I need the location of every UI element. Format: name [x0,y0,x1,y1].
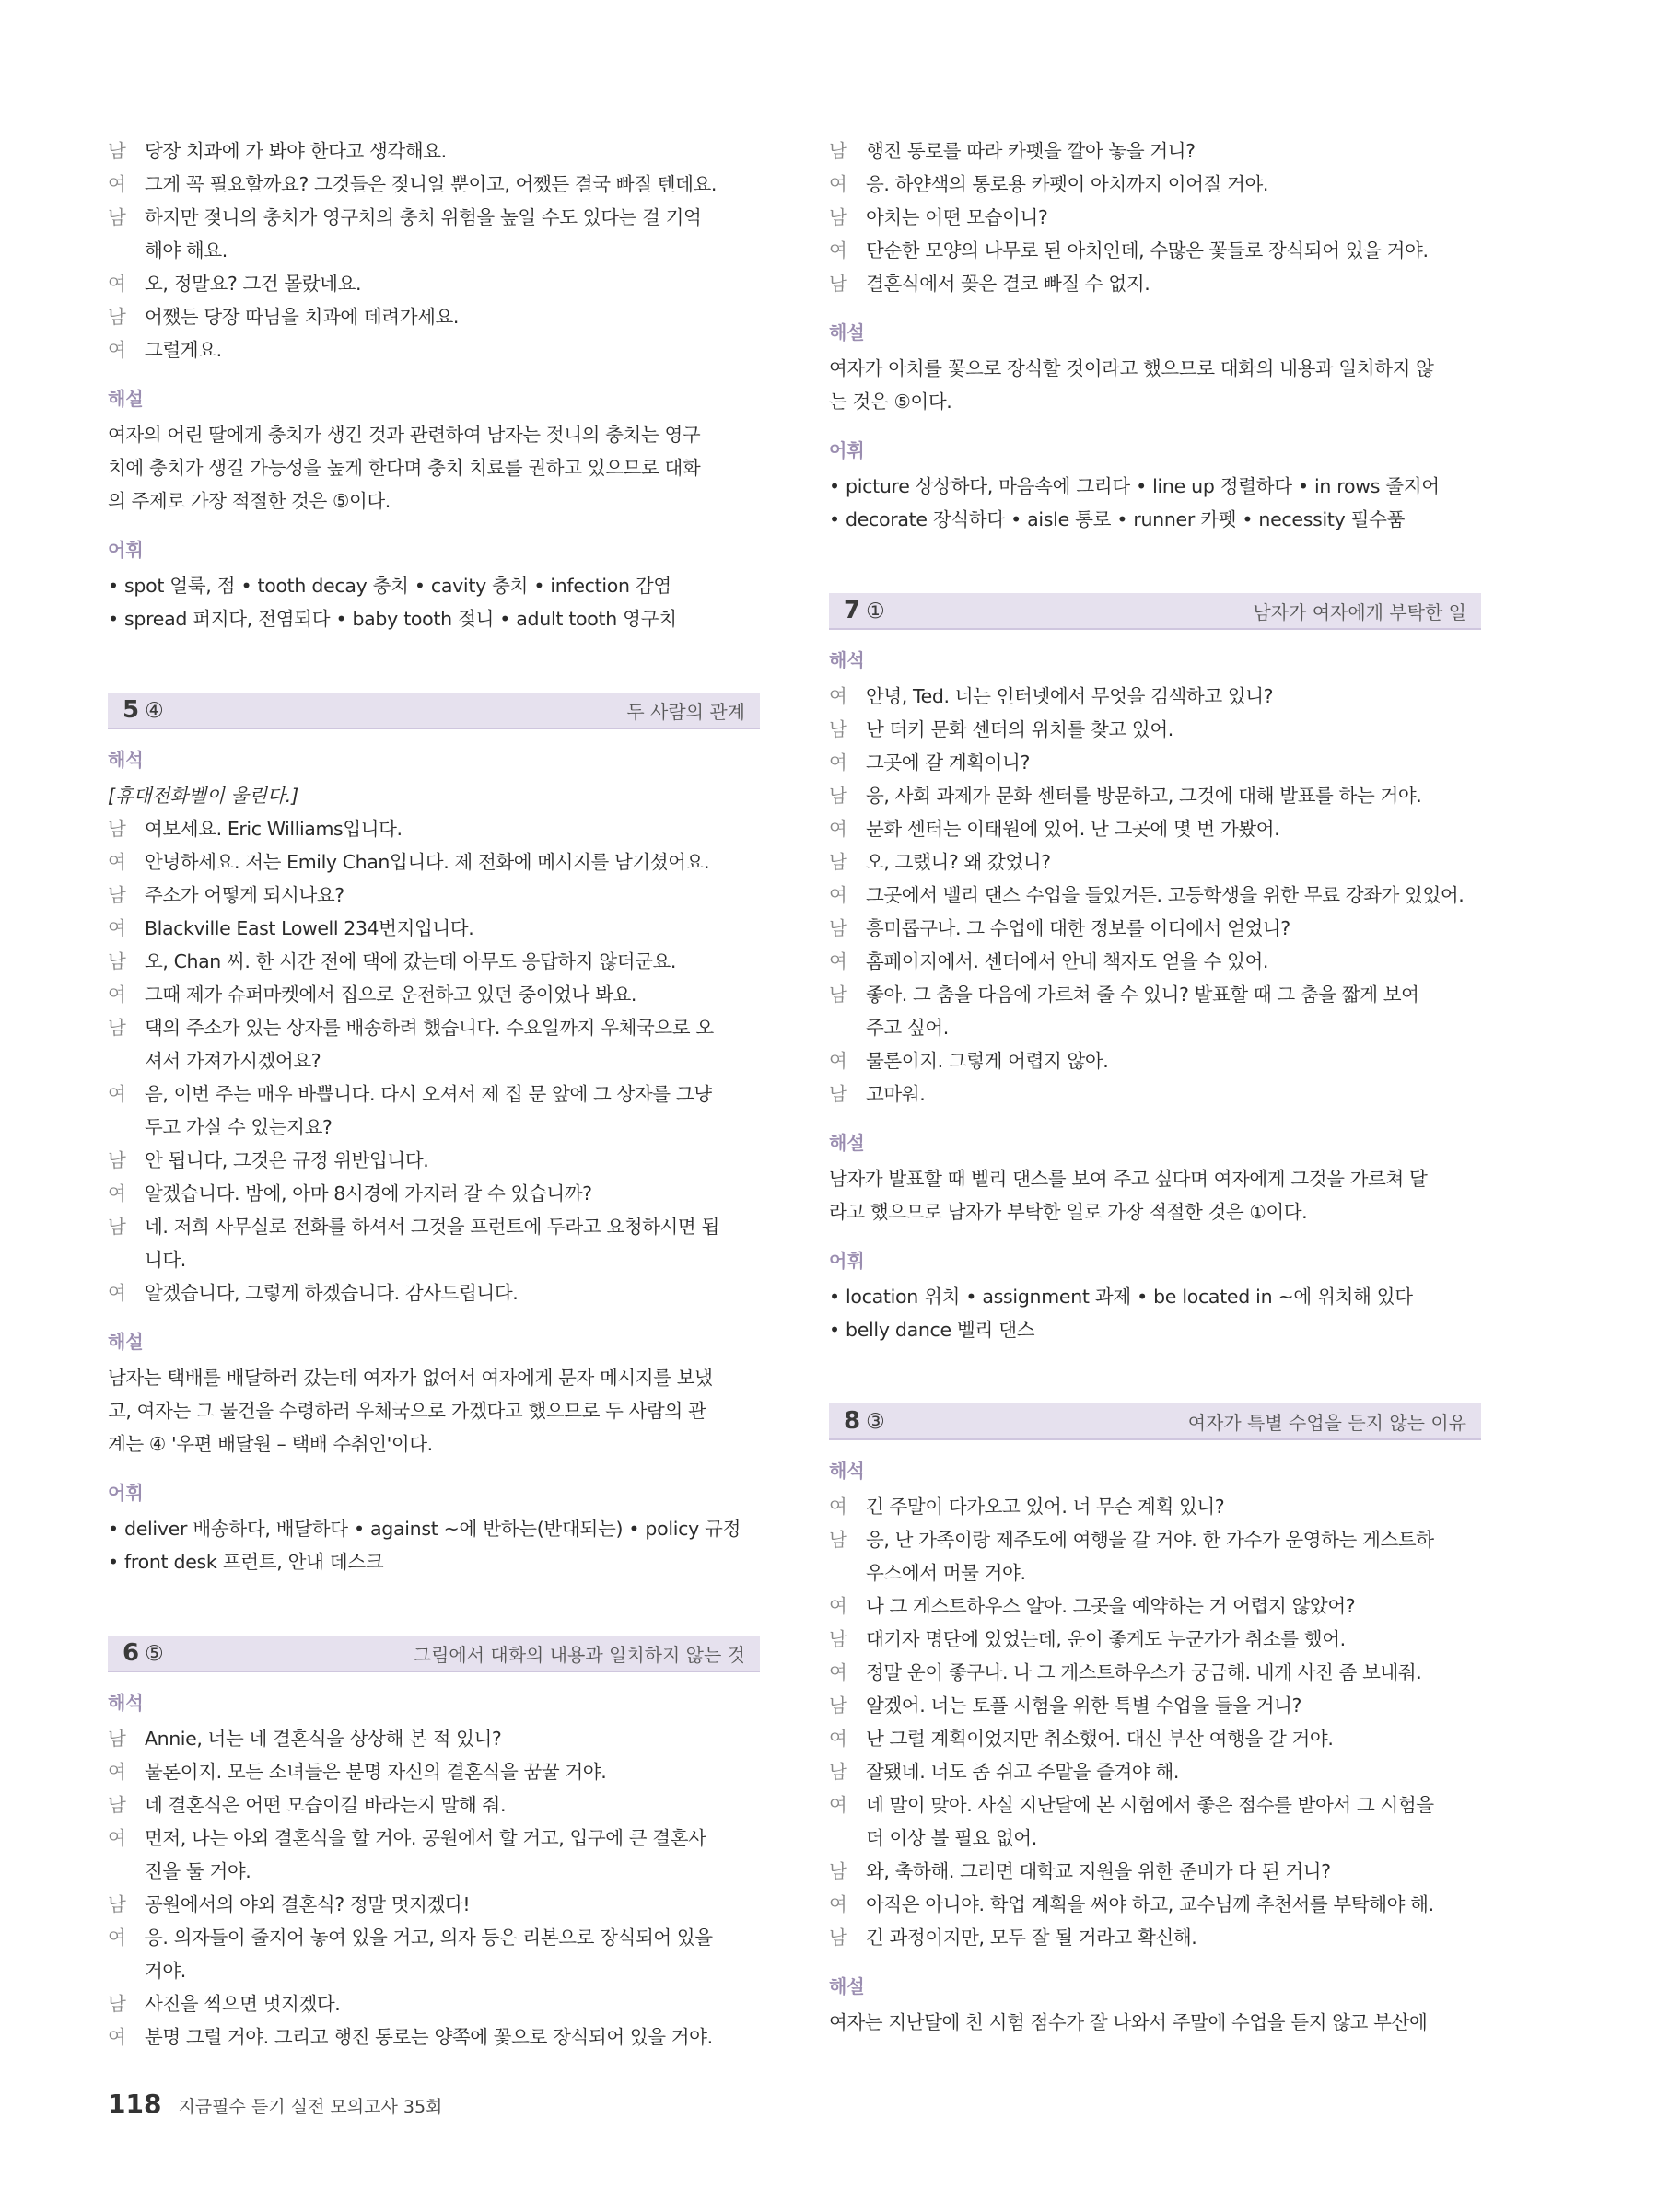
speaker-label: 여 [829,1661,847,1683]
vocab-line: • spread 퍼지다, 전염되다 • baby tooth 젖니 • adult tooth 영구치 [108,608,677,630]
dialogue-line [108,2020,760,2054]
speaker-label: 남 [829,917,847,939]
dialogue-text: 네. 저희 사무실로 전화를 하셔서 그것을 프런트에 두라고 요청하시면 됩 니다. [145,1216,719,1271]
page-number: 118 [108,2089,162,2119]
speaker-label: 남 [829,206,847,228]
question-topic: 두 사람의 관계 [626,700,745,723]
question-header-5 [108,693,760,729]
dialogue-text: 어쨌든 당장 따님을 치과에 데려가세요. [145,306,460,328]
dialogue-block [829,1490,1481,1954]
dialogue-line [108,267,760,300]
translation-label: 해석 [829,1460,865,1482]
speaker-label: 여 [108,851,126,873]
dialogue-line [829,1855,1481,1888]
speaker-label: 남 [108,1149,126,1171]
dialogue-line [108,134,760,168]
dialogue-line [829,746,1481,779]
right-column [829,134,1481,2039]
speaker-label: 남 [108,206,126,228]
speaker-label: 여 [829,1050,847,1072]
vocab-line: • front desk 프런트, 안내 데스크 [108,1551,384,1573]
dialogue-text: 고마워. [866,1083,926,1105]
speaker-label: 여 [829,173,847,195]
speaker-label: 여 [829,818,847,840]
dialogue-text: 공원에서의 야외 결혼식? 정말 멋지겠다! [145,1893,471,1915]
dialogue-text: 먼저, 나는 야외 결혼식을 할 거야. 공원에서 할 거고, 입구에 큰 결혼사 진을 둘 거야. [145,1827,706,1882]
dialogue-text: 그게 꼭 필요할까요? 그것들은 젖니일 뿐이고, 어쨌든 결국 빠질 텐데요. [145,173,718,195]
speaker-label: 남 [108,140,126,162]
dialogue-text: 응. 하얀색의 통로용 카펫이 아치까지 이어질 거야. [866,173,1268,195]
speaker-label: 남 [829,140,847,162]
dialogue-line [829,713,1481,746]
speaker-label: 여 [108,1827,126,1849]
dialogue-text: 하지만 젖니의 충치가 영구치의 충치 위험을 높일 수도 있다는 걸 기억 해야 해요. [145,206,702,262]
dialogue-block [108,812,760,1310]
dialogue-line [829,1921,1481,1954]
dialogue-text: 분명 그럴 거야. 그리고 행진 통로는 양쪽에 꽃으로 장식되어 있을 거야. [145,2026,713,2048]
dialogue-text: 결혼식에서 꽃은 결코 빠질 수 없지. [866,273,1150,295]
speaker-label: 여 [829,239,847,262]
speaker-label: 남 [829,851,847,873]
dialogue-line [108,812,760,845]
dialogue-text: 긴 과정이지만, 모두 잘 될 거라고 확신해. [866,1927,1197,1949]
question-number: 8 ③ [844,1407,885,1435]
speaker-label: 남 [829,273,847,295]
dialogue-line [829,1490,1481,1523]
dialogue-text: 행진 통로를 따라 카펫을 깔아 놓을 거니? [866,140,1196,162]
dialogue-line [829,201,1481,234]
dialogue-line [829,168,1481,201]
vocab-line: • spot 얼룩, 점 • tooth decay 충치 • cavity 충치 • infection 감염 [108,575,671,597]
dialogue-block [108,1722,760,2054]
question-topic: 여자가 특별 수업을 듣지 않는 이유 [1187,1411,1466,1434]
vocab-label: 어휘 [108,539,144,561]
speaker-label: 남 [108,1728,126,1750]
dialogue-text: 아직은 아니야. 학업 계획을 써야 하고, 교수님께 추천서를 부탁해야 해. [866,1893,1434,1915]
dialogue-text: 그럴게요. [145,339,222,361]
question-number: 5 ④ [123,696,164,724]
dialogue-text: 그곳에서 벨리 댄스 수업을 들었거든. 고등학생을 위한 무료 강좌가 있었어. [866,884,1465,906]
speaker-label: 여 [829,884,847,906]
dialogue-line [829,912,1481,945]
dialogue-line [108,1144,760,1177]
speaker-label: 여 [108,1182,126,1205]
explanation-text [829,352,1481,418]
speaker-label: 남 [108,884,126,906]
explanation-label: 해설 [108,388,144,410]
dialogue-text: 응, 난 가족이랑 제주도에 여행을 갈 거야. 한 가수가 운영하는 게스트하 우스에서 머물 거야. [866,1529,1434,1584]
speaker-label: 여 [108,1761,126,1783]
dialogue-line [829,1755,1481,1788]
dialogue-text: 알겠습니다. 밤에, 아마 8시경에 가지러 갈 수 있습니까? [145,1182,592,1205]
speaker-label: 남 [108,1017,126,1039]
dialogue-text: 응, 사회 과제가 문화 센터를 방문하고, 그것에 대해 발표를 하는 거야. [866,785,1422,807]
dialogue-line [108,978,760,1011]
dialogue-line [108,300,760,333]
speaker-label: 남 [829,1529,847,1551]
dialogue-line [829,1623,1481,1656]
speaker-label: 남 [108,950,126,972]
dialogue-text: 홈페이지에서. 센터에서 안내 책자도 얻을 수 있어. [866,950,1268,972]
translation-label: 해석 [108,1692,144,1714]
dialogue-block [829,680,1481,1111]
dialogue-text: 난 그럴 계획이었지만 취소했어. 대신 부산 여행을 갈 거야. [866,1728,1334,1750]
question-topic: 그림에서 대화의 내용과 일치하지 않는 것 [413,1643,745,1666]
question-header-6 [108,1636,760,1672]
dialogue-line [108,912,760,945]
dialogue-line [829,1589,1481,1623]
explanation-label: 해설 [829,1132,865,1154]
translation-label: 해석 [108,749,144,771]
dialogue-text: 흥미롭구나. 그 수업에 대한 정보를 어디에서 얻었니? [866,917,1290,939]
speaker-label: 남 [108,1893,126,1915]
explanation-text [829,1162,1481,1228]
dialogue-text: 아치는 어떤 모습이니? [866,206,1048,228]
dialogue-text: 긴 주말이 다가오고 있어. 너 무슨 계획 있니? [866,1496,1225,1518]
explanation-text [108,1361,760,1461]
dialogue-line [829,978,1481,1044]
dialogue-line [829,1656,1481,1689]
explanation-text [108,418,760,518]
speaker-label: 여 [108,273,126,295]
dialogue-line [108,879,760,912]
speaker-label: 여 [108,984,126,1006]
dialogue-line [108,168,760,201]
dialogue-text: Blackville East Lowell 234번지입니다. [145,917,474,939]
dialogue-line [108,1987,760,2020]
explanation-line: 계는 ④ '우편 배달원 – 택배 수취인'이다. [108,1433,433,1455]
speaker-label: 남 [108,818,126,840]
dialogue-text: 잘됐네. 너도 좀 쉬고 주말을 즐겨야 해. [866,1761,1179,1783]
speaker-label: 여 [829,1794,847,1816]
dialogue-block [108,134,760,367]
dialogue-text: 네 말이 맞아. 사실 지난달에 본 시험에서 좋은 점수를 받아서 그 시험을 더 이상 볼 필요 없어. [866,1794,1434,1849]
speaker-label: 남 [829,785,847,807]
explanation-line: 여자는 지난달에 친 시험 점수가 잘 나와서 주말에 수업을 듣지 않고 부산에 [829,2011,1428,2033]
explanation-line: 여자의 어린 딸에게 충치가 생긴 것과 관련하여 남자는 젖니의 충치는 영구 [108,424,701,446]
dialogue-text: 알겠어. 너는 토플 시험을 위한 특별 수업을 들을 거니? [866,1694,1301,1717]
vocab-line: • location 위치 • assignment 과제 • be located in ~에 위치해 있다 [829,1286,1413,1308]
dialogue-text: 안녕, Ted. 너는 인터넷에서 무엇을 검색하고 있니? [866,685,1274,707]
explanation-line: 의 주제로 가장 적절한 것은 ⑤이다. [108,490,391,512]
dialogue-line [829,267,1481,300]
dialogue-line [829,1689,1481,1722]
dialogue-line [108,845,760,879]
vocab-list [108,569,760,635]
dialogue-text: 그때 제가 슈퍼마켓에서 집으로 운전하고 있던 중이었나 봐요. [145,984,637,1006]
explanation-line: 치에 충치가 생길 가능성을 높게 한다며 충치 치료를 권하고 있으므로 대화 [108,457,701,479]
dialogue-text: 사진을 찍으면 멋지겠다. [145,1993,341,2015]
dialogue-text: 응. 의자들이 줄지어 놓여 있을 거고, 의자 등은 리본으로 장식되어 있을 거야. [145,1927,713,1982]
speaker-label: 여 [108,2026,126,2048]
dialogue-text: 문화 센터는 이태원에 있어. 난 그곳에 몇 번 가봤어. [866,818,1280,840]
dialogue-text: 나 그 게스트하우스 알아. 그곳을 예약하는 거 어렵지 않았어? [866,1595,1356,1617]
speaker-label: 여 [108,173,126,195]
speaker-label: 남 [108,1794,126,1816]
speaker-label: 여 [829,950,847,972]
speaker-label: 여 [829,1893,847,1915]
vocab-list [108,1512,760,1578]
dialogue-line [829,1044,1481,1077]
dialogue-line [108,1788,760,1822]
question-header-7 [829,593,1481,630]
explanation-text [829,2006,1481,2039]
question-header-8 [829,1403,1481,1440]
dialogue-text: 주소가 어떻게 되시나요? [145,884,344,906]
dialogue-text: 난 터키 문화 센터의 위치를 찾고 있어. [866,718,1173,740]
dialogue-line [829,879,1481,912]
vocab-line: • belly dance 벨리 댄스 [829,1319,1035,1341]
vocab-line: • picture 상상하다, 마음속에 그리다 • line up 정렬하다 • in rows 줄지어 [829,475,1440,497]
dialogue-line [108,1822,760,1888]
dialogue-block [829,134,1481,300]
dialogue-line [108,1921,760,1987]
dialogue-line [108,1011,760,1077]
dialogue-line [108,1276,760,1310]
dialogue-text: 와, 축하해. 그러면 대학교 지원을 위한 준비가 다 된 거니? [866,1860,1331,1882]
dialogue-line [108,1888,760,1921]
speaker-label: 여 [108,917,126,939]
dialogue-text: 댁의 주소가 있는 상자를 배송하려 했습니다. 수요일까지 우체국으로 오 셔서 가져가시겠어요? [145,1017,714,1072]
explanation-label: 해설 [108,1331,144,1353]
dialogue-line [108,1755,760,1788]
dialogue-line [829,1788,1481,1855]
dialogue-line [108,1722,760,1755]
dialogue-text: 안 됩니다, 그것은 규정 위반입니다. [145,1149,429,1171]
speaker-label: 남 [829,1694,847,1717]
speaker-label: 남 [829,1860,847,1882]
dialogue-line [829,234,1481,267]
dialogue-text: 물론이지. 그렇게 어렵지 않아. [866,1050,1109,1072]
dialogue-text: 오, Chan 씨. 한 시간 전에 댁에 갔는데 아무도 응답하지 않더군요. [145,950,677,972]
vocab-line: • deliver 배송하다, 배달하다 • against ~에 반하는(반대되는) • policy 규정 [108,1518,741,1540]
speaker-label: 남 [829,1927,847,1949]
dialogue-text: 음, 이번 주는 매우 바쁩니다. 다시 오셔서 제 집 문 앞에 그 상자를 그냥 두고 가실 수 있는지요? [145,1083,712,1138]
dialogue-text: 알겠습니다, 그렇게 하겠습니다. 감사드립니다. [145,1282,519,1304]
dialogue-line [829,1077,1481,1111]
vocab-line: • decorate 장식하다 • aisle 통로 • runner 카펫 • necessity 필수품 [829,508,1406,530]
dialogue-text: 안녕하세요. 저는 Emily Chan입니다. 제 전화에 메시지를 남기셨어요. [145,851,710,873]
dialogue-line [829,945,1481,978]
dialogue-text: 좋아. 그 춤을 다음에 가르쳐 줄 수 있니? 발표할 때 그 춤을 짧게 보여 주고 싶어. [866,984,1419,1039]
dialogue-line [829,134,1481,168]
speaker-label: 여 [108,1927,126,1949]
dialogue-line [829,845,1481,879]
dialogue-text: 오, 그랬니? 왜 갔었니? [866,851,1051,873]
vocab-label: 어휘 [829,439,865,461]
explanation-line: 라고 했으므로 남자가 부탁한 일로 가장 적절한 것은 ①이다. [829,1201,1308,1223]
speaker-label: 남 [108,1993,126,2015]
speaker-label: 여 [108,339,126,361]
explanation-line: 남자는 택배를 배달하러 갔는데 여자가 없어서 여자에게 문자 메시지를 보냈 [108,1367,713,1389]
dialogue-line [108,945,760,978]
dialogue-line [829,1888,1481,1921]
vocab-label: 어휘 [829,1250,865,1272]
question-number: 7 ① [844,597,885,624]
speaker-label: 남 [829,1628,847,1650]
dialogue-line [829,779,1481,812]
explanation-line: 고, 여자는 그 물건을 수령하러 우체국으로 가겠다고 했으므로 두 사람의 관 [108,1400,706,1422]
vocab-label: 어휘 [108,1482,144,1504]
speaker-label: 여 [108,1083,126,1105]
explanation-label: 해설 [829,1975,865,1997]
dialogue-line [108,333,760,367]
dialogue-text: Annie, 너는 네 결혼식을 상상해 본 적 있니? [145,1728,502,1750]
dialogue-text: 그곳에 갈 계획이니? [866,751,1030,774]
question-number: 6 ⑤ [123,1639,164,1667]
dialogue-text: 단순한 모양의 나무로 된 아치인데, 수많은 꽃들로 장식되어 있을 거야. [866,239,1429,262]
dialogue-text: 대기자 명단에 있었는데, 운이 좋게도 누군가가 취소를 했어. [866,1628,1346,1650]
left-column [108,134,760,2054]
dialogue-text: 정말 운이 좋구나. 나 그 게스트하우스가 궁금해. 내게 사진 좀 보내줘. [866,1661,1422,1683]
speaker-label: 여 [829,1728,847,1750]
speaker-label: 여 [829,685,847,707]
speaker-label: 여 [108,1282,126,1304]
explanation-line: 는 것은 ⑤이다. [829,390,952,413]
speaker-label: 여 [829,1496,847,1518]
translation-label: 해석 [829,649,865,671]
speaker-label: 남 [108,1216,126,1238]
dialogue-text: 여보세요. Eric Williams입니다. [145,818,403,840]
dialogue-line [829,680,1481,713]
speaker-label: 남 [829,984,847,1006]
question-topic: 남자가 여자에게 부탁한 일 [1253,600,1466,623]
dialogue-line [108,1210,760,1276]
explanation-line: 남자가 발표할 때 벨리 댄스를 보여 주고 싶다며 여자에게 그것을 가르쳐 달 [829,1168,1428,1190]
explanation-label: 해설 [829,321,865,343]
page-footer [108,2089,442,2119]
book-title: 지금필수 듣기 실전 모의고사 35회 [178,2097,443,2117]
dialogue-line [829,1722,1481,1755]
speaker-label: 여 [829,1595,847,1617]
dialogue-line [108,1077,760,1144]
speaker-label: 여 [829,751,847,774]
dialogue-line [829,812,1481,845]
speaker-label: 남 [108,306,126,328]
stage-direction: [휴대전화벨이 울린다.] [108,785,299,807]
speaker-label: 남 [829,718,847,740]
explanation-line: 여자가 아치를 꽃으로 장식할 것이라고 했으므로 대화의 내용과 일치하지 않 [829,357,1434,379]
vocab-list [829,470,1481,536]
speaker-label: 남 [829,1761,847,1783]
dialogue-text: 물론이지. 모든 소녀들은 분명 자신의 결혼식을 꿈꿀 거야. [145,1761,607,1783]
dialogue-text: 네 결혼식은 어떤 모습이길 바라는지 말해 줘. [145,1794,507,1816]
dialogue-text: 오, 정말요? 그건 몰랐네요. [145,273,362,295]
dialogue-text: 당장 치과에 가 봐야 한다고 생각해요. [145,140,447,162]
dialogue-line [108,201,760,267]
speaker-label: 남 [829,1083,847,1105]
vocab-list [829,1280,1481,1346]
dialogue-line [108,1177,760,1210]
dialogue-line [829,1523,1481,1589]
